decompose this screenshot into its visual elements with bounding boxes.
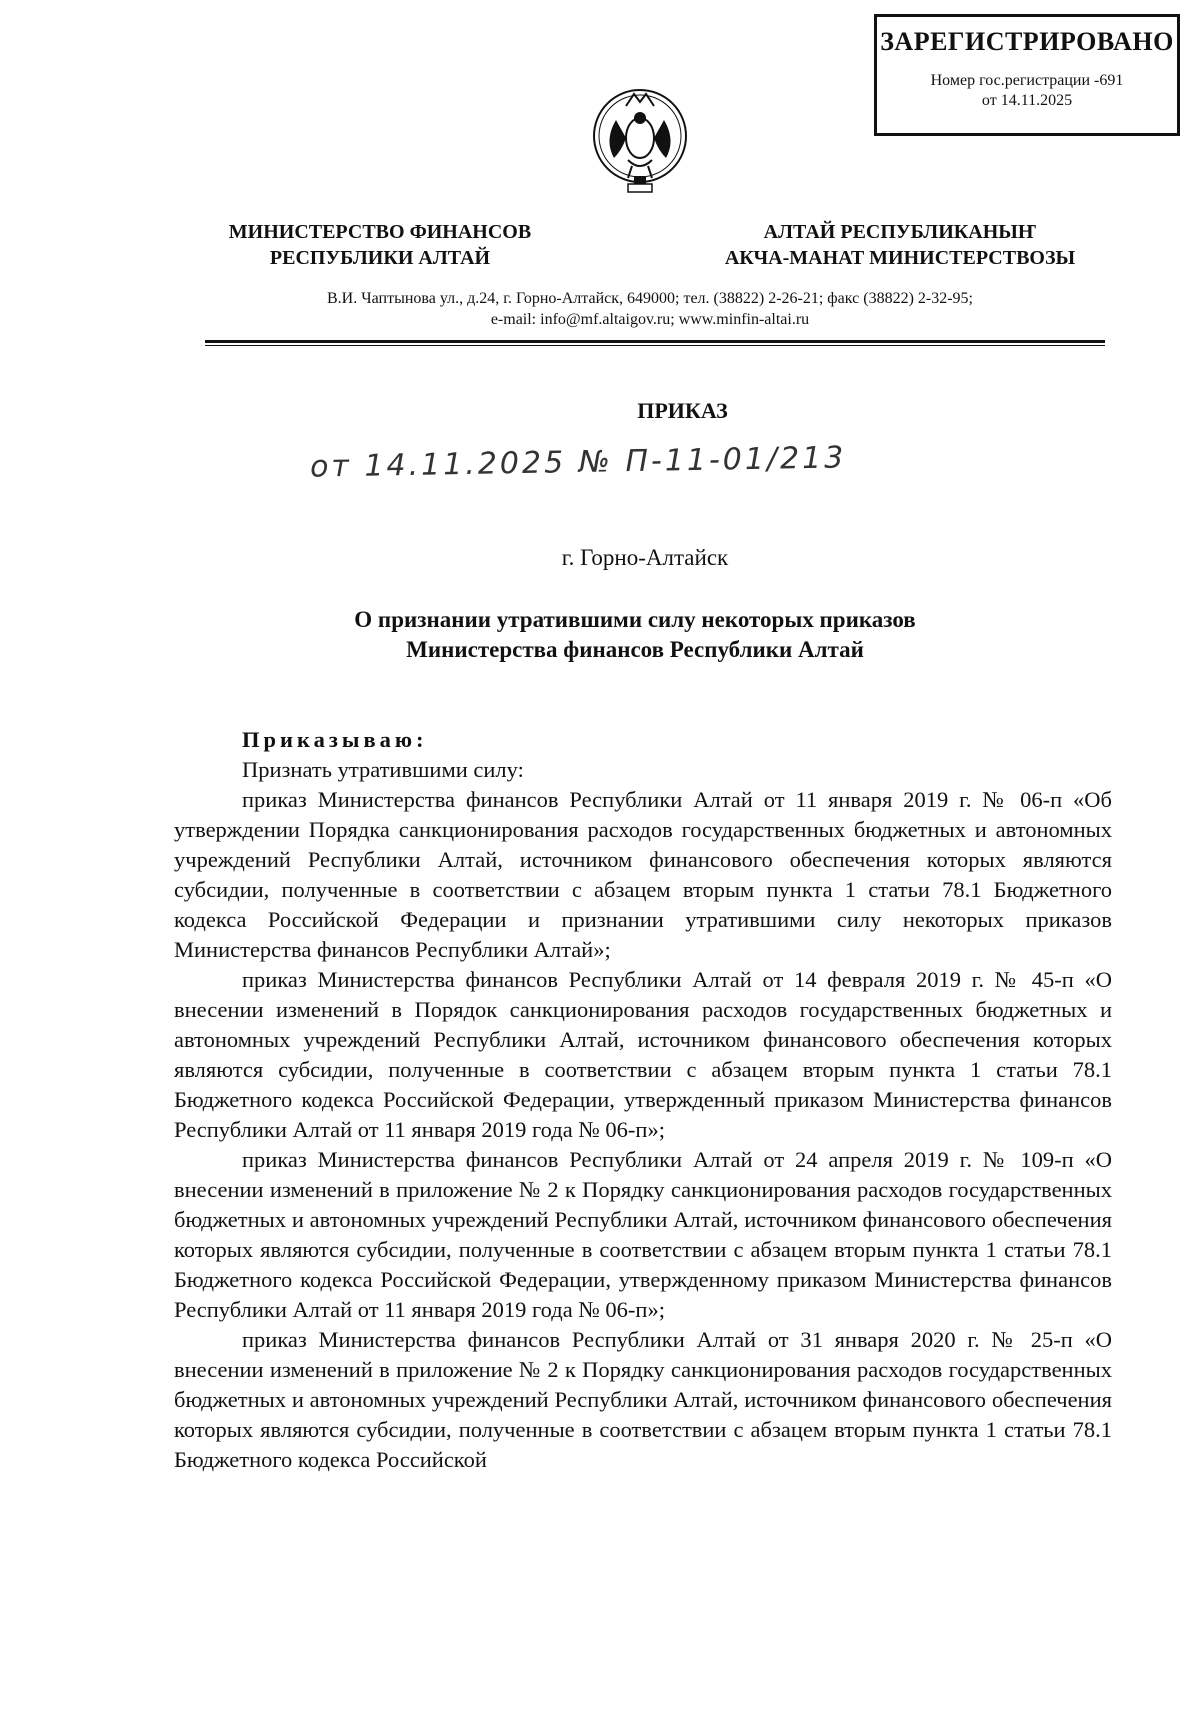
document-body: [174, 725, 1112, 1475]
header-divider-thin: [205, 345, 1105, 346]
order-word: Приказываю:: [242, 727, 428, 752]
ministry-name-altai: [690, 219, 1110, 271]
coat-of-arms-icon: [588, 80, 692, 198]
ministry-name-russian: [190, 219, 570, 271]
order-paragraph: приказ Министерства финансов Республики Алтай от 11 января 2019 г. № 06-п «Об утверждении Порядка санкционирования расходов государственных бюджетных и автономных учреждений Республики Алтай, источником финансового обеспечения которых являются субсидии, полученные в соответствии с абзацем вторым пункта 1 статьи 78.1 Бюджетного кодекса Российской Федерации и признании утратившими силу некоторых приказов Министерства финансов Республики Алтай»;: [174, 787, 1112, 962]
ministry-name-altai-line2: АКЧА-МАНАТ МИНИСТЕРСТВОЗЫ: [724, 247, 1076, 269]
order-paragraph: приказ Министерства финансов Республики Алтай от 31 января 2020 г. № 25-п «О внесении изменений в приложение № 2 к Порядку санкционирования расходов государственных бюджетных и автономных учреждений Республики Алтай, источником финансового обеспечения которых являются субсидии, полученные в соответствии с абзацем вторым пункта 1 статьи 78.1 Бюджетного кодекса Российской: [174, 1327, 1112, 1472]
order-paragraph: приказ Министерства финансов Республики Алтай от 24 апреля 2019 г. № 109-п «О внесении изменений в приложение № 2 к Порядку санкционирования расходов государственных бюджетных и автономных учреждений Республики Алтай, источником финансового обеспечения которых являются субсидии, полученные в соответствии с абзацем вторым пункта 1 статьи 78.1 Бюджетного кодекса Российской Федерации, утвержденному приказом Министерства финансов Республики Алтай от 11 января 2019 года № 06-п»;: [174, 1147, 1112, 1322]
contacts-web: e-mail: info@mf.altaigov.ru; www.minfin-altai.ru: [490, 311, 810, 328]
stamp-title: ЗАРЕГИСТРИРОВАНО: [880, 27, 1174, 56]
handwritten-order-number: от 14.11.2025 № П-11-01/213: [309, 440, 847, 485]
city: г. Горно-Алтайск: [561, 545, 729, 570]
order-paragraph: приказ Министерства финансов Республики Алтай от 14 февраля 2019 г. № 45-п «О внесении изменений в Порядок санкционирования расходов государственных бюджетных и автономных учреждений Республики Алтай, источником финансового обеспечения которых являются субсидии, полученные в соответствии с абзацем вторым пункта 1 статьи 78.1 Бюджетного кодекса Российской Федерации, утвержденный приказом Министерства финансов Республики Алтай от 11 января 2019 года № 06-п»;: [174, 967, 1112, 1142]
contacts: [200, 288, 1100, 330]
subject-line1: О признании утратившими силу некоторых приказов: [354, 607, 916, 632]
stamp-reg-date: от 14.11.2025: [981, 92, 1073, 109]
registration-stamp: [874, 14, 1180, 136]
contacts-address: В.И. Чаптынова ул., д.24, г. Горно-Алтайск, 649000; тел. (38822) 2-26-21; факс (38822) 2-32-95;: [327, 290, 973, 307]
document-subject: [290, 605, 980, 665]
ministry-name-russian-line2: РЕСПУБЛИКИ АЛТАЙ: [269, 247, 491, 269]
ministry-name-russian-line1: МИНИСТЕРСТВО ФИНАНСОВ: [228, 221, 532, 243]
ministry-name-altai-line1: АЛТАЙ РЕСПУБЛИКАНЫҤ: [763, 221, 1037, 243]
intro-line: Признать утратившими силу:: [242, 757, 524, 782]
document-type: ПРИКАЗ: [637, 398, 728, 423]
stamp-reg-number: Номер гос.регистрации -691: [930, 72, 1124, 89]
header-divider-thick: [205, 340, 1105, 343]
subject-line2: Министерства финансов Республики Алтай: [406, 637, 864, 662]
